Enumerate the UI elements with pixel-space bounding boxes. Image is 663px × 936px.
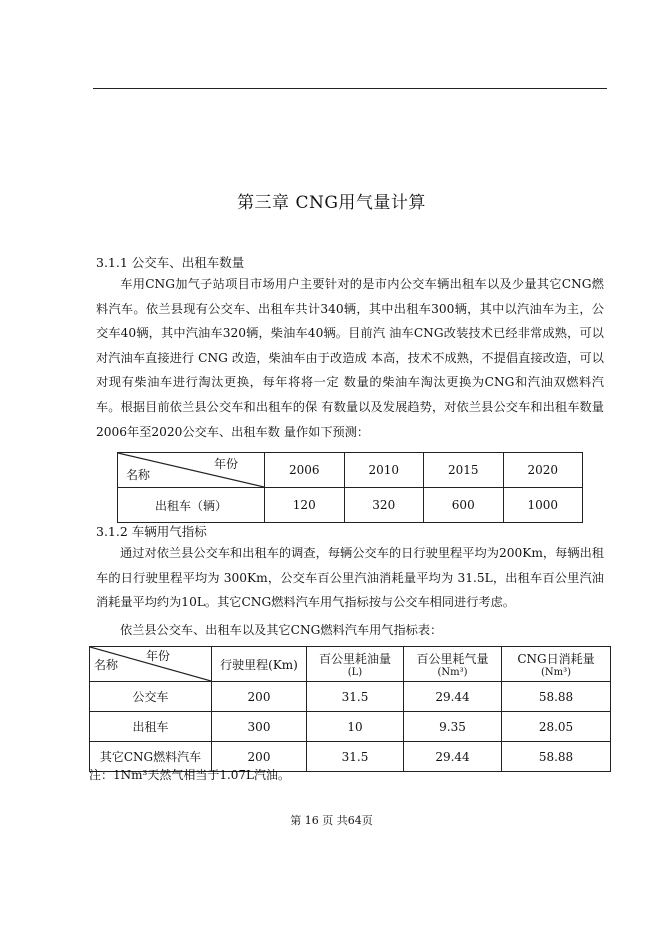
table-intro <box>96 618 604 643</box>
table-cell: 1000 <box>503 488 583 523</box>
table-row <box>118 488 583 523</box>
table-header-row <box>90 647 611 682</box>
gas-index-table <box>89 646 611 772</box>
table-header-row <box>118 453 583 488</box>
table-cell: 320 <box>344 488 424 523</box>
column-header: 百公里耗油量 (L) <box>307 647 404 682</box>
section1-paragraph-text: 车用CNG加气子站项目市场用户主要针对的是市内公交车辆出租车以及少量其它CNG燃料汽车。依兰县现有公交车、出租车共计340辆，其中出租车300辆，其中以汽油车为主，公交车40辆，其中汽油车320辆，柴油车40辆。目前汽 油车CNG改装技术已经非常成熟，可以对汽油车直接进行 CNG 改造，柴油车由于改造成 本高，技术不成熟，不提倡直接改造，可以对现有柴油车进行淘汰更换，每年将将一定 数量的柴油车淘汰更换为CNG和汽油双燃料汽车。根据目前依兰县公交车和出租车的保 有数量以及发展趋势，对依兰县公交车和出租车数量2006年至2020公交车、出租车数 量作如下预测： <box>96 277 604 439</box>
page-footer: 第 16 页 共64页 <box>290 814 373 827</box>
table-cell: 58.88 <box>502 682 611 712</box>
table-cell: 29.44 <box>404 742 502 772</box>
row-label: 出租车（辆） <box>118 488 265 523</box>
column-header: 百公里耗气量 (Nm³) <box>404 647 502 682</box>
table-cell: 9.35 <box>404 712 502 742</box>
row-label: 公交车 <box>90 682 212 712</box>
year-header: 2020 <box>503 453 583 488</box>
row-label: 其它CNG燃料汽车 <box>90 742 212 772</box>
year-header: 2010 <box>344 453 424 488</box>
table-cell: 600 <box>424 488 504 523</box>
year-header: 2006 <box>265 453 345 488</box>
table-intro-text: 依兰县公交车、出租车以及其它CNG燃料汽车用气指标表： <box>120 623 443 637</box>
diagonal-header-cell <box>90 647 212 682</box>
section-heading-2: 3.1.2 车辆用气指标 <box>96 524 207 539</box>
table-row <box>90 712 611 742</box>
section2-paragraph <box>96 541 604 615</box>
table-cell: 31.5 <box>307 682 404 712</box>
header-rule <box>93 88 607 89</box>
section-heading-1: 3.1.1 公交车、出租车数量 <box>96 255 245 270</box>
row-label: 出租车 <box>90 712 212 742</box>
table-cell: 58.88 <box>502 742 611 772</box>
chapter-title: 第三章 CNG用气量计算 <box>237 193 426 213</box>
diagonal-header-cell <box>118 453 265 488</box>
column-header: 行驶里程(Km) <box>212 647 307 682</box>
table-cell: 29.44 <box>404 682 502 712</box>
table-cell: 120 <box>265 488 345 523</box>
column-header: CNG日消耗量 (Nm³) <box>502 647 611 682</box>
year-header: 2015 <box>424 453 504 488</box>
section2-paragraph-text: 通过对依兰县公交车和出租车的调查，每辆公交车的日行驶里程平均为200Km，每辆出租车的日行驶里程平均为 300Km，公交车百公里汽油消耗量平均为 31.5L，出租车百公里汽油消耗量平均约为10L。其它CNG燃料汽车用气指标按与公交车相同进行考虑。 <box>96 546 604 610</box>
footnote: 注：1Nm³天然气相当于1.07L汽油。 <box>89 768 291 782</box>
corner-name-label: 名称 <box>126 468 151 482</box>
table-cell: 31.5 <box>307 742 404 772</box>
table-cell: 200 <box>212 682 307 712</box>
table-row <box>90 682 611 712</box>
corner-year-label: 年份 <box>213 457 238 471</box>
section1-paragraph <box>96 272 604 444</box>
table-cell: 28.05 <box>502 712 611 742</box>
table-cell: 300 <box>212 712 307 742</box>
table-cell: 200 <box>212 742 307 772</box>
corner-year-label: 年份 <box>146 649 171 663</box>
vehicle-count-table <box>117 452 583 523</box>
table-cell: 10 <box>307 712 404 742</box>
corner-name-label: 名称 <box>94 658 119 672</box>
